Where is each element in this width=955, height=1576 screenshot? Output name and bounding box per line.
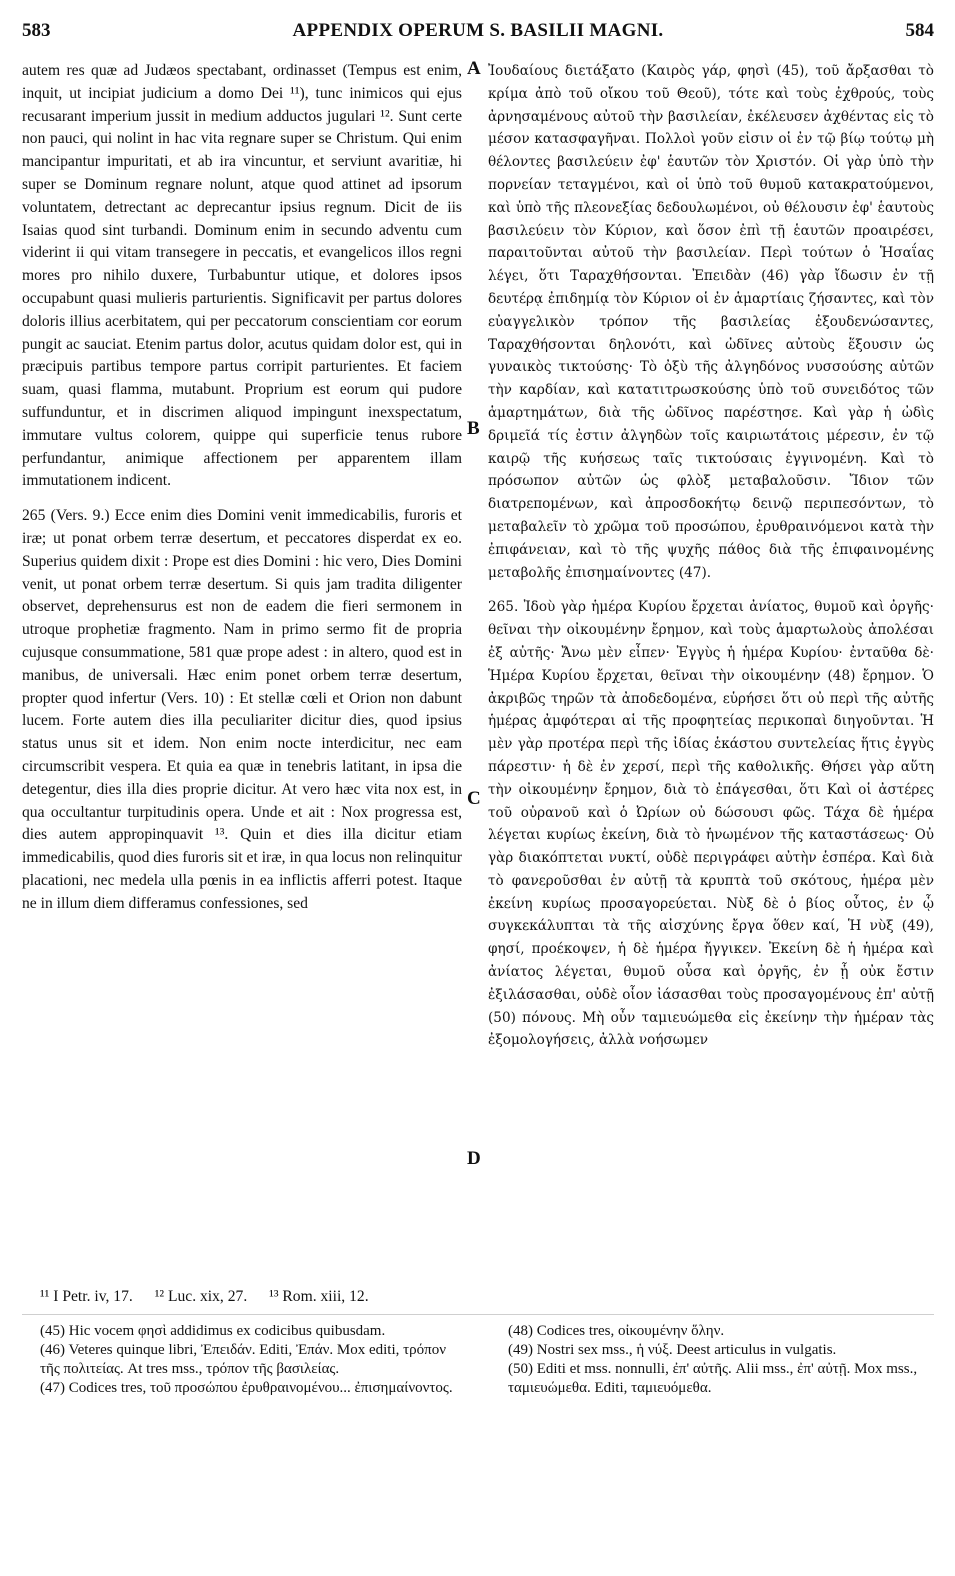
scripture-references — [40, 1288, 500, 1306]
footnote: (48) Codices tres, οἰκουμένην ὅλην. — [508, 1323, 725, 1339]
footnote: (50) Editi et mss. nonnulli, ἐπ' αὐτῆς. Alii mss., ἐπ' αὐτῇ. Mox mss., ταμιευώμεθα. Editi, ταμιευόμεθα. — [508, 1361, 918, 1396]
footnote: (45) Hic vocem φησὶ addidimus ex codicibus quibusdam. — [40, 1323, 386, 1339]
scripture-ref: ¹³ Rom. xiii, 12. — [269, 1288, 369, 1305]
page-number-left: 583 — [22, 20, 51, 41]
page-number-right: 584 — [905, 20, 934, 41]
footnote: (46) Veteres quinque libri, Ἐπειδάν. Editi, Ἐπάν. Mox editi, τρόπον τῆς πολιτείας. At tres mss., τρόπον τῆς βασιλείας. — [40, 1342, 446, 1377]
margin-marker-a: A — [467, 58, 481, 79]
scripture-ref: ¹¹ I Petr. iv, 17. — [40, 1288, 133, 1305]
greek-paragraph-1: Ἰουδαίους διετάξατο (Καιρὸς γάρ, φησὶ (45), τοῦ ἄρξασθαι τὸ κρίμα ἀπὸ τοῦ οἴκου τοῦ Θεοῦ), τότε καὶ τοὺς ἐχθρούς, τοὺς ἀρνησαμένους αὐτοῦ τὴν βασιλείαν, ἐκέλευσεν ἀχθέντας εἰς τὸ μέσον κατασφαγῆναι. Πολλοὶ γοῦν εἰσιν οἱ ἐν τῷ βίῳ τούτῳ μὴ θέλοντες βασιλεύειν ἐφ' ἑαυτῶν τὸν Χριστόν. Οἱ γὰρ ὑπὸ τὴν πορνείαν τεταγμένοι, καὶ οἱ ὑπὸ τοῦ θυμοῦ κατακρατούμενοι, καὶ ὑπὸ τῆς πλεονεξίας δεδουλωμένοι, οὐ θέλουσιν ἐφ' ἑαυτοὺς βασιλεύειν τὸν Κύριον, καὶ ὅσον ἐπὶ τῇ ἑαυτῶν προαιρέσει, παραιτοῦνται αὐτοῦ τὴν βασιλείαν. Περὶ τούτων ὁ Ἡσαΐας λέγει, ὅτι Ταραχθήσονται. Ἐπειδὰν (46) γὰρ ἴδωσιν ἐν τῇ δευτέρᾳ ἐπιδημίᾳ τὸν Κύριον οἱ ἐν ἁμαρτίαις ζήσαντες, καὶ τὸν εὐαγγελικὸν τρόπον τῆς βασιλείας ἐξουδενώσαντες, Ταραχθήσονται δηλονότι, καὶ ὠδῖνες αὐτοὺς ἕξουσιν ὡς γυναικὸς τικτούσης· Τὸ ὀξὺ τῆς ἀλγηδόνος νυσσούσης αὐτῶν τὴν καρδίαν, καὶ κατατιτρωσκούσης ὑπὸ τοῦ συνειδότος τῶν ἁμαρτημάτων, διὰ τῆς ὠδῖνος παρέστησε. Καὶ γὰρ ἡ ὠδὶς δριμεῖά τίς ἐστιν ἀλγηδὼν τοῖς καιριωτάτοις μέρεσιν, ἐν τῷ καιρῷ τῆς κυήσεως ταῖς τικτούσαις ἐγγινομένη. Καὶ τὸ πρόσωπον αὐτῶν ὡς φλὸξ μεταβαλοῦσιν. Ἴδιον τῶν διατρεπομένων, καὶ ἀπροσδοκήτῳ δεινῷ περιπεσόντων, τὸ μεταβαλεῖν τὸ χρῶμα τοῦ προσώπου, ἐρυθραινόμενοι κατὰ τὴν ἐπιφάνειαν, καὶ τὸ τῆς ψυχῆς πάθος διὰ τῆς ἐπιφαινομένης μεταβολῆς ἐπισημαίνοντες (47). — [488, 63, 934, 581]
latin-column — [22, 60, 462, 915]
margin-marker-c: C — [467, 788, 481, 809]
latin-paragraph-1: autem res quæ ad Judæos spectabant, ordinasset (Tempus est enim, inquit, ut incipiat judicium a domo Dei ¹¹), tunc inimicos qui ejus recusarant imperium jussit in medium adductos jugulari ¹². Sunt certe non pauci, qui nolint in hac vita regnare super se Christum. Qui enim mancipantur impuritati, et ab ira vincuntur, et serviunt avaritiæ, hi super se Dominum regnare nolunt, atque quod attinet ad ipsorum voluntatem, detrectant ac deprecantur ipsius regnum. Dicit de iis Isaias quod sint turbandi. Dominum enim in secundo adventu cum viderint ii qui vitam transegere in peccatis, et evangelicos illos regni mores pro nihilo duxere, Turbabuntur utique, et dolores ipsos occupabunt quasi mulieris parturientis. Significavit per partus dolores doloris illius acerbitatem, qui per peccatorum conscientiam cor eorum pungit ac sauciat. Etenim partus dolor, acutus quidam dolor est, qui in præcipuis partibus tempore partus corripit parturientes. Et faciem suam, quasi flamma, mutabunt. Proprium est eorum qui pudore suffunduntur, et in discrimen aliquod impingunt inexspectatum, immutare vultus colorem, quippe qui superficie tenus rubore perfundantur, animique affectionem per apparentem illam immutationem indicent. — [22, 62, 462, 490]
footnote: (47) Codices tres, τοῦ προσώπου ἐρυθραινομένου... ἐπισημαίνοντος. — [40, 1380, 453, 1396]
greek-paragraph-2: 265. Ἰδοὺ γὰρ ἡμέρα Κυρίου ἔρχεται ἀνίατος, θυμοῦ καὶ ὀργῆς· θεῖναι τὴν οἰκουμένην ἔρημον, καὶ τοὺς ἁμαρτωλοὺς ἀπολέσαι ἐξ αὐτῆς· Ἄνω μὲν εἶπεν· Ἐγγὺς ἡ ἡμέρα Κυρίου· ἐνταῦθα δὲ· Ἡμέρα Κυρίου ἔρχεται, θεῖναι τὴν οἰκουμένην (48) ἔρημον. Ὁ ἀκριβῶς τηρῶν τὰ ἀποδεδομένα, εὑρήσει ὅτι οὐ περὶ τῆς αὐτῆς ἡμέρας ἀμφότεραι αἱ τῆς προφητείας περικοπαὶ διηγοῦνται. Ἡ μὲν γὰρ προτέρα περὶ τῆς ἰδίας ἑκάστου συντελείας ἥτις ἐγγὺς πάρεστιν· ἡ δὲ ἐν χερσί, περὶ τῆς καθολικῆς. Θήσει γὰρ αὕτη τὴν οἰκουμένην ἔρημον, διὰ τὸ ἐπάγεσθαι, ὅτι Καὶ οἱ ἀστέρες τοῦ οὐρανοῦ καὶ ὁ Ὠρίων οὐ δώσουσι φῶς. Τάχα δὲ ἡμέρα λέγεται κυρίως ἐκείνη, διὰ τὸ ἡνωμένον τῆς καταστάσεως· Οὐ γὰρ διακόπτεται νυκτί, οὐδὲ περιγράφει αὐτὴν ἑσπέρα. Καὶ διὰ τὸ φανεροῦσθαι ἐν αὐτῇ τὰ κρυπτὰ τοῦ σκότους, ἡμέρα μὲν ἐκείνη κυρίως προσαγορεύεται. Νὺξ δὲ ὁ βίος οὗτος, ἐν ᾧ συγκεκάλυπται τὰ τῆς αἰσχύνης ἔργα ὅθεν καί, Ἡ νὺξ (49), φησί, προέκοψεν, ἡ δὲ ἡμέρα ἤγγικεν. Ἐκείνη δὲ ἡ ἡμέρα καὶ ἀνίατος λέγεται, θυμοῦ οὖσα καὶ ὀργῆς, ἐν ᾗ οὐκ ἔστιν ἐξιλάσασθαι, οὐδὲ οἷον ἰάσασθαι τοὺς προσαγομένους ἐπ' αὐτῇ (50) πόνους. Μὴ οὖν ταμιευώμεθα εἰς ἐκείνην τὴν ἡμέραν τὰς ἐξομολογήσεις, ἀλλὰ νοήσωμεν — [488, 599, 934, 1049]
page-header — [22, 20, 934, 44]
footnotes-right — [508, 1322, 928, 1398]
margin-marker-b: B — [467, 418, 480, 439]
scripture-ref: ¹² Luc. xix, 27. — [154, 1288, 248, 1305]
margin-marker-d: D — [467, 1148, 481, 1169]
footnotes-left — [40, 1322, 460, 1398]
greek-column — [488, 60, 934, 1052]
footnote: (49) Nostri sex mss., ἡ νύξ. Deest articulus in vulgatis. — [508, 1342, 837, 1358]
latin-paragraph-2: 265 (Vers. 9.) Ecce enim dies Domini venit immedicabilis, furoris et iræ; ut ponat orbem terræ desertum, et peccatores disperdat ex eo. Superius quidem dixit : Prope est dies Domini : hic vero, Dies Domini venit, ut ponat orbem terræ desertum. Si quis jam tradita diligenter observet, deprehensurus est non de eadem die fieri sermonem in utroque prophetiæ fragmento. Nam in primo sermo fit de propria cujusque consummatione, 581 quæ prope adest : in altero, quod est in manibus, de universali. Hæc enim ponet orbem terræ desertum, propter quod infertur (Vers. 10) : Et stellæ cœli et Orion non dabunt lucem. Forte autem dies illa peculiariter dicitur dies, quod ipsius status unus sit et idem. Non enim nocte interdicitur, nec eam circumscribit vespera. Et quia ea quæ in tenebris latitant, in ipsa die detegentur, dies illa dies proprie dicitur. At vero hæc vita nox est, in qua occultantur turpitudinis opera. Unde et ait : Nox progressa est, dies autem appropinquavit ¹³. Quin et dies illa dicitur etiam immedicabilis, quod dies furoris sit et iræ, in qua locus non relinquitur placationi, nec medela ulla pœnis in ea inflictis afferri potest. Itaque ne in illum diem differamus confessiones, sed — [22, 507, 462, 912]
running-title: APPENDIX OPERUM S. BASILII MAGNI. — [292, 20, 664, 41]
footnote-divider — [22, 1314, 934, 1315]
